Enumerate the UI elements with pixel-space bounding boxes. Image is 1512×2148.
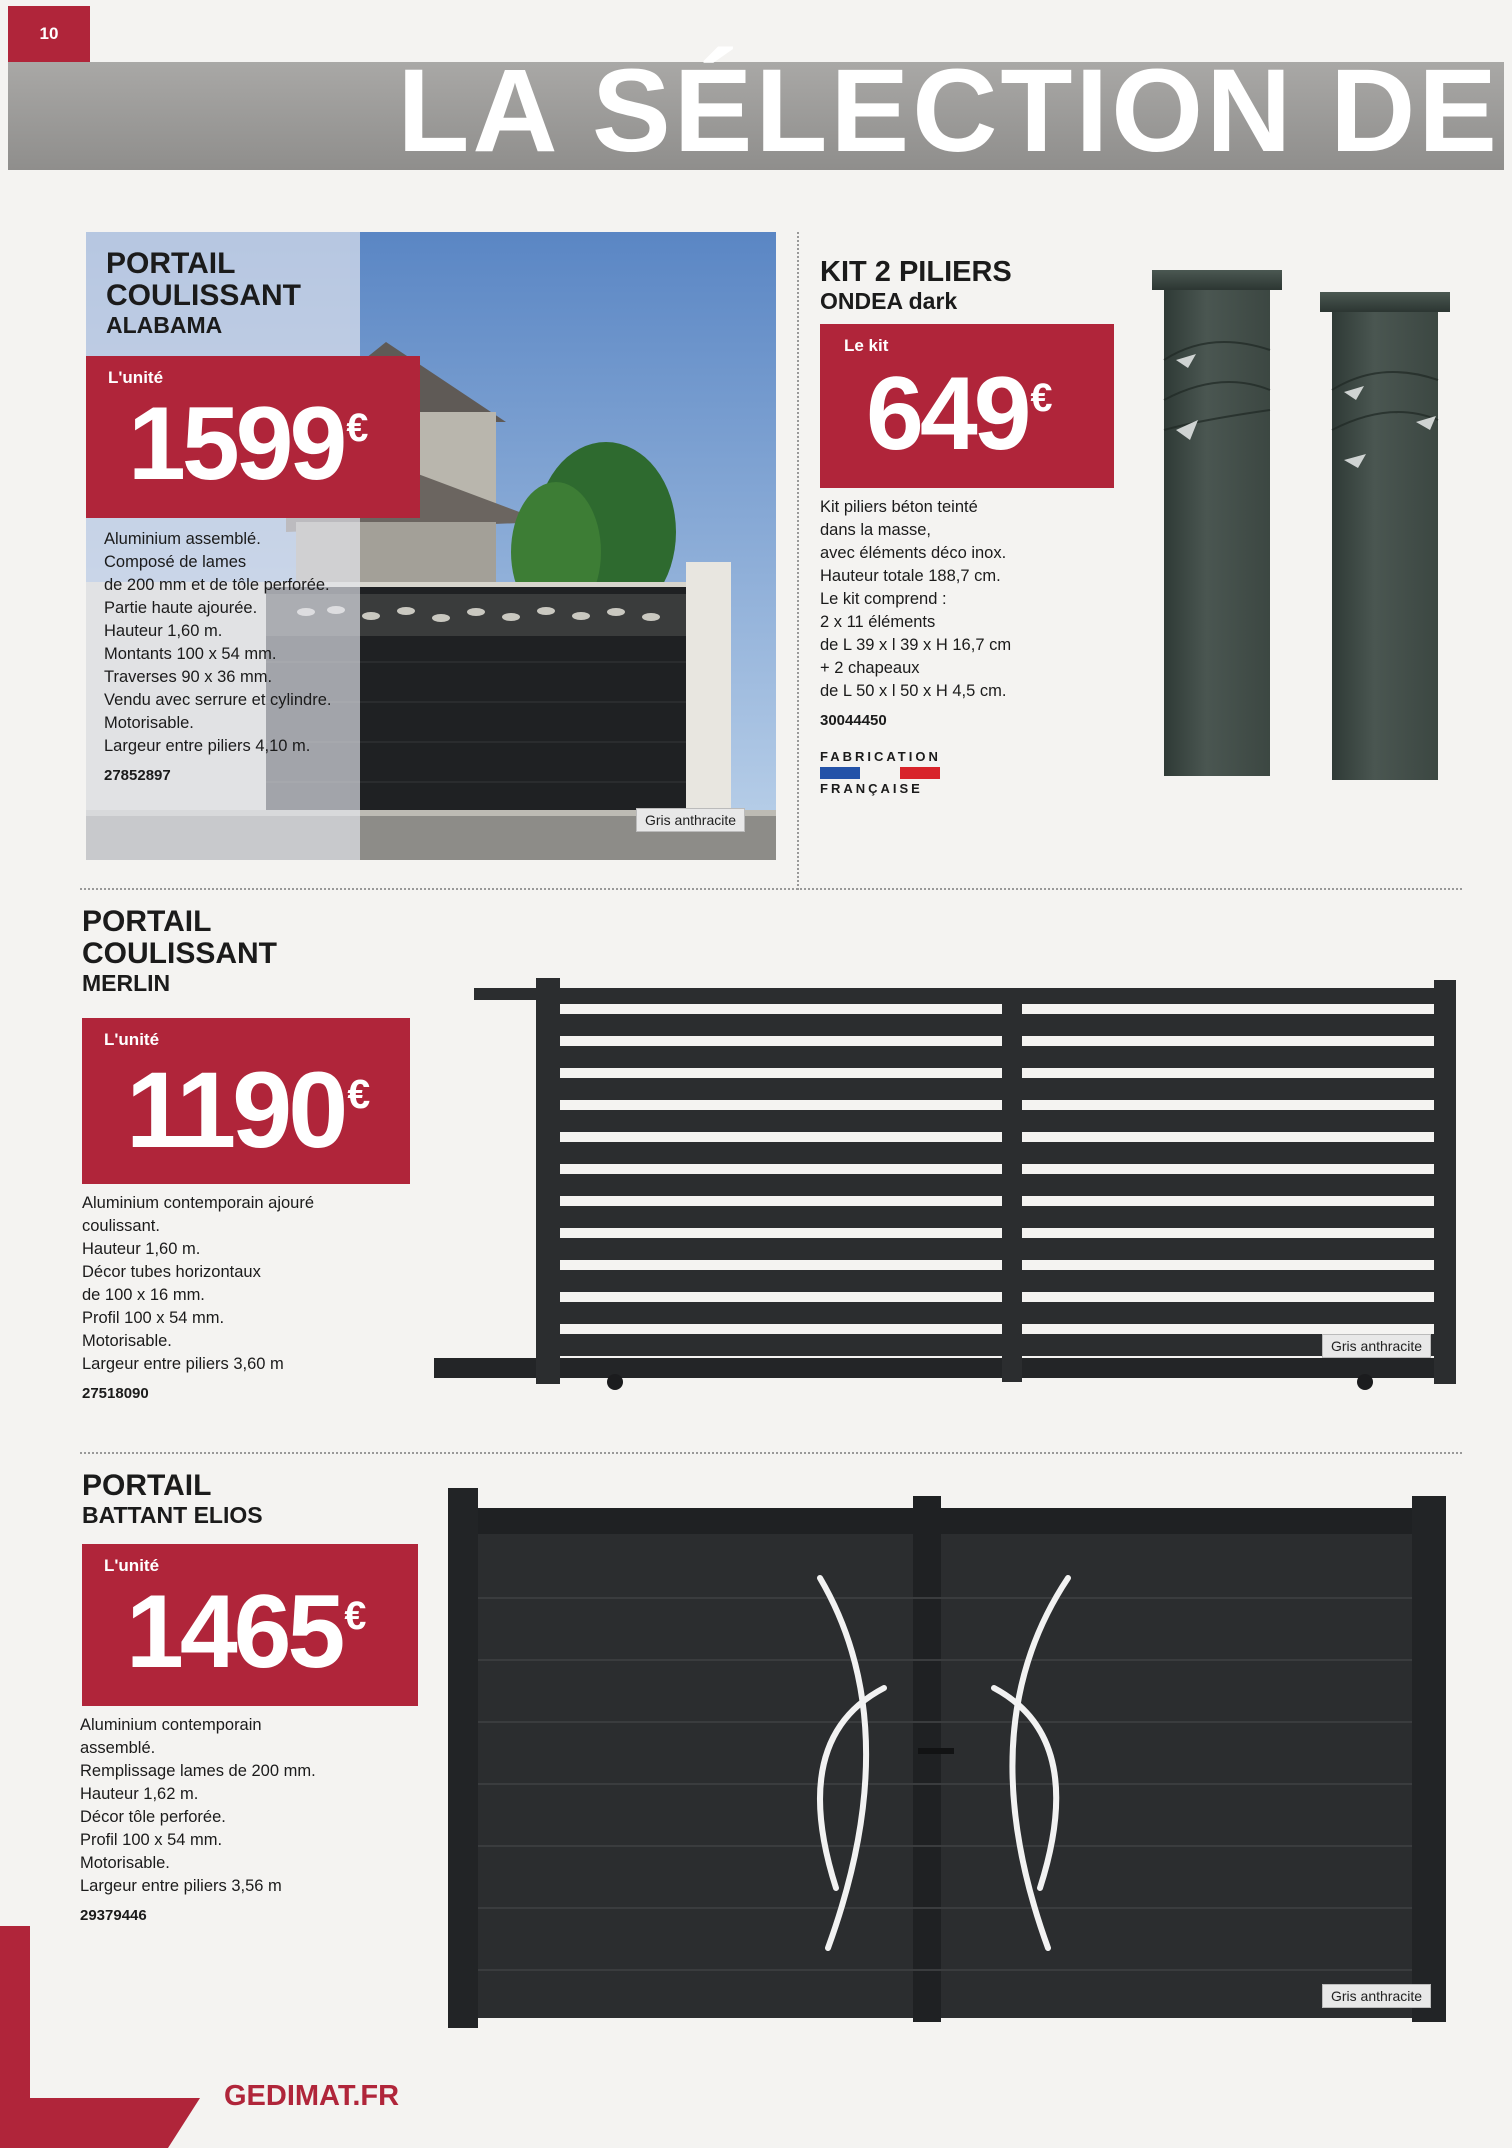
ondea-description: Kit piliers béton teinté dans la masse, avec éléments déco inox. Hauteur totale 188,7 cm. Le kit comprend : 2 x 11 éléments de L 39 x l 39 x H 16,7 cm + 2 chapeaux de L 50 x l 50 x H 4,5 cm. 30044450 (820, 496, 1060, 732)
alabama-color-tag: Gris anthracite (636, 808, 745, 832)
merlin-title-line1: PORTAIL (82, 905, 212, 938)
ondea-subtitle: ONDEA dark (820, 288, 958, 314)
alabama-reference: 27852897 (104, 767, 171, 784)
alabama-subtitle: ALABAMA (106, 312, 223, 338)
elios-color-tag: Gris anthracite (1322, 1984, 1431, 2008)
pillars-image (1140, 270, 1480, 780)
merlin-title-line2: COULISSANT (82, 937, 277, 970)
merlin-gate-image (430, 974, 1460, 1394)
merlin-price-caption: L'unité (104, 1030, 160, 1049)
ondea-title-line1: KIT 2 PILIERS (820, 256, 1012, 288)
banner-title: LA SÉLECTION DE (397, 45, 1500, 177)
footer-website-link[interactable]: GEDIMAT.FR (224, 2080, 400, 2112)
elios-title-line1: PORTAIL (82, 1469, 212, 1502)
elios-gate-image (448, 1488, 1448, 2028)
ondea-price-caption: Le kit (844, 336, 889, 355)
elios-subtitle: BATTANT ELIOS (82, 1502, 263, 1528)
elios-price-box (82, 1544, 418, 1706)
merlin-reference: 27518090 (82, 1385, 149, 1402)
elios-reference: 29379446 (80, 1907, 147, 1924)
ondea-title (820, 256, 1012, 314)
corner-decoration-horizontal (0, 2098, 200, 2148)
alabama-price-box (86, 356, 420, 518)
alabama-title (106, 248, 301, 338)
elios-price-caption: L'unité (104, 1556, 160, 1575)
alabama-description: Aluminium assemblé. Composé de lames de 200 mm et de tôle perforée. Partie haute ajourée. Hauteur 1,60 m. Montants 100 x 54 mm. Traverses 90 x 36 mm. Vendu avec serrure et cylindre. Motorisable. Largeur entre piliers 4,10 m. 27852897 (104, 528, 364, 787)
merlin-price-box (82, 1018, 410, 1184)
merlin-price: 1190€ (126, 1049, 371, 1170)
page-number: 10 (8, 6, 90, 62)
alabama-price: 1599€ (128, 386, 369, 502)
ondea-price-box (820, 324, 1114, 488)
column-separator (797, 232, 799, 890)
fabrication-francaise-badge: FABRICATION FRANÇAISE (820, 749, 941, 796)
merlin-subtitle: MERLIN (82, 970, 171, 996)
ondea-reference: 30044450 (820, 712, 887, 729)
alabama-title-line1: PORTAIL (106, 247, 236, 280)
alabama-title-line2: COULISSANT (106, 279, 301, 312)
merlin-color-tag: Gris anthracite (1322, 1334, 1431, 1358)
elios-title (82, 1470, 263, 1528)
merlin-title (82, 906, 277, 996)
row-separator-2 (80, 1452, 1462, 1454)
elios-price: 1465€ (126, 1574, 367, 1690)
merlin-description: Aluminium contemporain ajouré coulissant. Hauteur 1,60 m. Décor tubes horizontaux de 100 x 16 mm. Profil 100 x 54 mm. Motorisable. Largeur entre piliers 3,60 m 27518090 (82, 1192, 342, 1405)
row-separator-1 (80, 888, 1462, 890)
elios-description: Aluminium contemporain assemblé. Remplissage lames de 200 mm. Hauteur 1,62 m. Décor tôle perforée. Profil 100 x 54 mm. Motorisable. Largeur entre piliers 3,56 m 29379446 (80, 1714, 340, 1927)
ondea-price: 649€ (866, 356, 1053, 472)
alabama-price-caption: L'unité (108, 368, 164, 387)
